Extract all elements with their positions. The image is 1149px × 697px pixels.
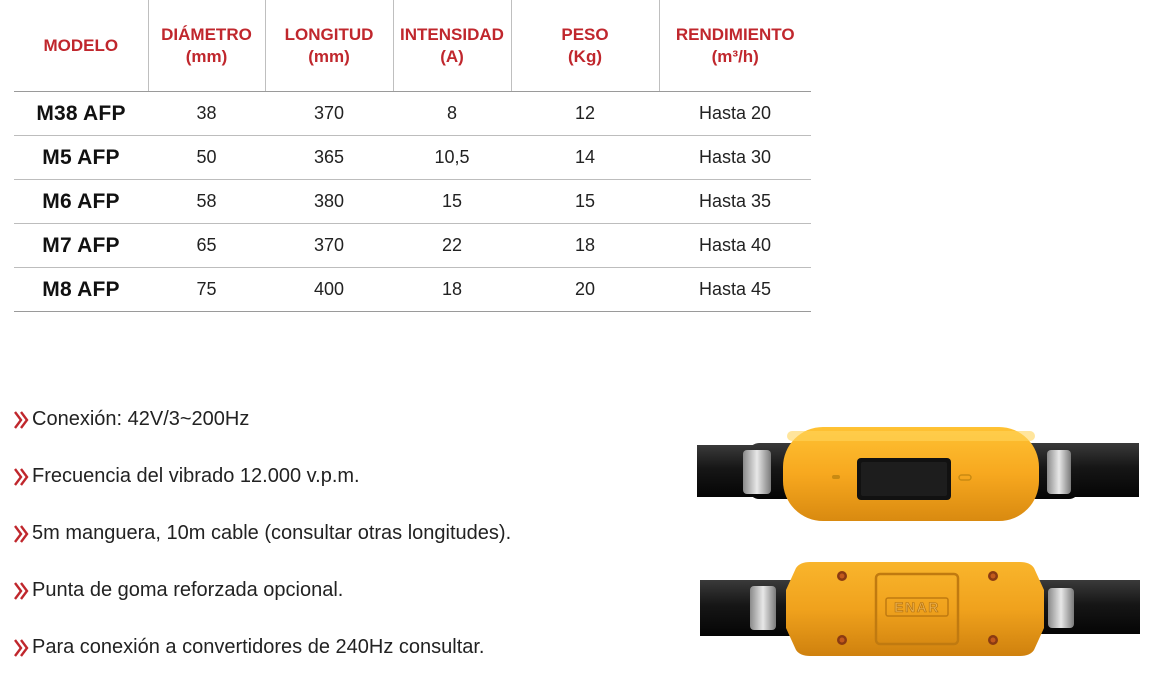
cell-longitud: 400 [265, 268, 393, 312]
cell-intensidad: 8 [393, 92, 511, 136]
cell-model: M38 AFP [14, 92, 148, 136]
table-row [14, 92, 811, 136]
table-row [14, 180, 811, 224]
table-row [14, 136, 811, 180]
table-row [14, 268, 811, 312]
feature-list [14, 408, 511, 693]
feature-text: 5m manguera, 10m cable (consultar otras longitudes). [32, 522, 512, 544]
cell-rendimiento: Hasta 35 [659, 180, 811, 224]
cell-diametro: 75 [148, 268, 265, 312]
cell-longitud: 365 [265, 136, 393, 180]
spec-table [14, 0, 811, 312]
feature-item [14, 465, 511, 522]
double-chevron-right-icon [14, 466, 30, 488]
cell-intensidad: 10,5 [393, 136, 511, 180]
feature-text: Frecuencia del vibrado 12.000 v.p.m. [32, 465, 360, 487]
cell-peso: 15 [511, 180, 659, 224]
feature-item [14, 408, 511, 465]
header-rendimiento: RENDIMIENTO (m³/h) [659, 0, 811, 92]
cell-model: M5 AFP [14, 136, 148, 180]
feature-text: Punta de goma reforzada opcional. [32, 579, 344, 601]
feature-item [14, 579, 511, 636]
header-diametro: DIÁMETRO (mm) [148, 0, 265, 92]
table-header-row [14, 0, 811, 92]
vibrator-switch-photo-top [697, 425, 1139, 525]
header-longitud: LONGITUD (mm) [265, 0, 393, 92]
feature-item [14, 636, 511, 693]
cell-model: M7 AFP [14, 224, 148, 268]
cell-diametro: 65 [148, 224, 265, 268]
cell-peso: 14 [511, 136, 659, 180]
feature-text: Para conexión a convertidores de 240Hz consultar. [32, 636, 485, 658]
double-chevron-right-icon [14, 523, 30, 545]
cell-rendimiento: Hasta 30 [659, 136, 811, 180]
header-peso: PESO (Kg) [511, 0, 659, 92]
feature-item [14, 522, 511, 579]
double-chevron-right-icon [14, 409, 30, 431]
cell-rendimiento: Hasta 40 [659, 224, 811, 268]
cell-diametro: 58 [148, 180, 265, 224]
cell-peso: 20 [511, 268, 659, 312]
cell-peso: 18 [511, 224, 659, 268]
header-modelo: MODELO [14, 0, 148, 92]
cell-longitud: 370 [265, 224, 393, 268]
feature-text: Conexión: 42V/3~200Hz [32, 408, 250, 430]
cell-intensidad: 22 [393, 224, 511, 268]
table-row [14, 224, 811, 268]
cell-model: M6 AFP [14, 180, 148, 224]
cell-rendimiento: Hasta 45 [659, 268, 811, 312]
cell-diametro: 38 [148, 92, 265, 136]
cell-intensidad: 15 [393, 180, 511, 224]
double-chevron-right-icon [14, 580, 30, 602]
double-chevron-right-icon [14, 637, 30, 659]
cell-rendimiento: Hasta 20 [659, 92, 811, 136]
header-intensidad: INTENSIDAD (A) [393, 0, 511, 92]
cell-longitud: 370 [265, 92, 393, 136]
cell-diametro: 50 [148, 136, 265, 180]
enar-logo-text: ENAR [894, 599, 940, 615]
cell-peso: 12 [511, 92, 659, 136]
cell-intensidad: 18 [393, 268, 511, 312]
vibrator-switch-photo-bottom [700, 560, 1142, 660]
cell-longitud: 380 [265, 180, 393, 224]
cell-model: M8 AFP [14, 268, 148, 312]
